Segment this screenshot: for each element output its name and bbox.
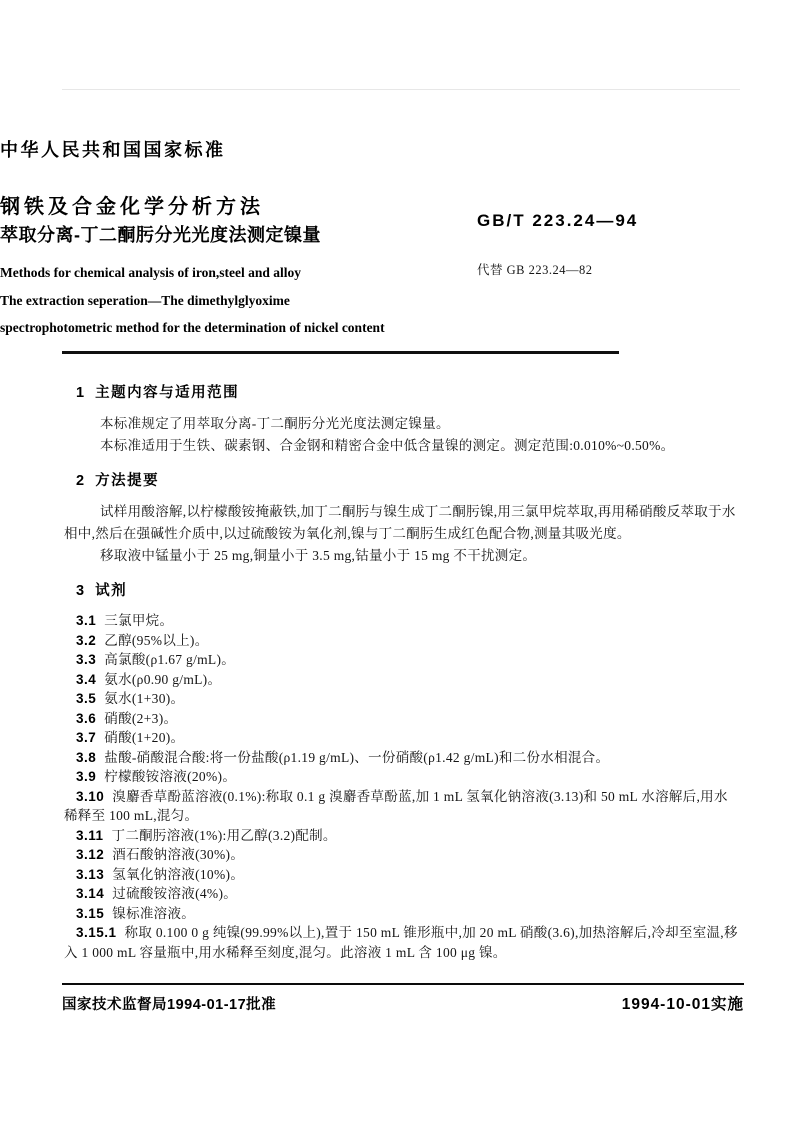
reagent-item-3-15-1 bbox=[64, 923, 740, 962]
section-2-title: 方法提要 bbox=[95, 473, 160, 489]
title-english-line1: Methods for chemical analysis of iron,steel and alloy bbox=[0, 265, 301, 280]
reagent-item-3-7 bbox=[64, 728, 740, 748]
reagent-item-number: 3.15 bbox=[76, 905, 105, 921]
reagent-item-number: 3.2 bbox=[76, 632, 97, 648]
reagent-item-number: 3.1 bbox=[76, 613, 97, 628]
title-english bbox=[0, 259, 562, 342]
title-chinese-line1: 钢铁及合金化学分析方法 bbox=[0, 196, 264, 218]
section-2-heading bbox=[76, 471, 740, 491]
reagent-item-text: 氨水(ρ0.90 g/mL)。 bbox=[104, 671, 222, 687]
reagent-item-text: 过硫酸铵溶液(4%)。 bbox=[112, 886, 238, 901]
title-chinese-line2: 萃取分离-丁二酮肟分光光度法测定镍量 bbox=[0, 225, 321, 245]
reagent-item-text: 硝酸(2+3)。 bbox=[104, 710, 178, 726]
section-2-number: 2 bbox=[76, 473, 85, 489]
reagent-item-3-8 bbox=[64, 748, 740, 768]
reagent-item-3-1 bbox=[64, 611, 740, 631]
reagent-item-number: 3.10 bbox=[76, 788, 105, 804]
reagent-item-3-3 bbox=[64, 650, 740, 670]
reagent-item-3-4 bbox=[64, 670, 740, 690]
section-3-number: 3 bbox=[76, 583, 85, 599]
effective-date-note: 1994-10-01实施 bbox=[621, 996, 744, 1013]
national-standard-label: 中华人民共和国国家标准 bbox=[0, 140, 226, 160]
replaces-note: 代替 GB 223.24—82 bbox=[477, 263, 593, 277]
approval-note: 国家技术监督局1994-01-17批准 bbox=[62, 997, 277, 1013]
reagent-item-text: 酒石酸钠溶液(30%)。 bbox=[112, 847, 245, 862]
reagent-item-text: 称取 0.100 0 g 纯镍(99.99%以上),置于 150 mL 锥形瓶中,加 20 mL 硝酸(3.6),加热溶解后,冷却至室温,移入 1 000 mL 容量瓶中,用水稀释至刻度,混匀。此溶液 1 mL 含 100 μg 镍。 bbox=[64, 925, 738, 960]
title-english-line2: The extraction seperation—The dimethylglyoxime bbox=[0, 292, 290, 308]
reagent-item-3-6 bbox=[64, 709, 740, 729]
reagent-item-number: 3.13 bbox=[76, 866, 105, 882]
section-1-title: 主题内容与适用范围 bbox=[95, 385, 240, 401]
reagent-item-3-14 bbox=[64, 884, 740, 904]
reagent-item-number: 3.6 bbox=[76, 710, 97, 726]
reagent-item-text: 硝酸(1+20)。 bbox=[104, 730, 185, 745]
reagent-item-number: 3.7 bbox=[76, 730, 97, 745]
section-1-number: 1 bbox=[76, 385, 85, 401]
reagent-item-text: 溴麝香草酚蓝溶液(0.1%):称取 0.1 g 溴麝香草酚蓝,加 1 mL 氢氧化钠溶液(3.13)和 50 mL 水溶解后,用水稀释至 100 mL,混匀。 bbox=[64, 788, 728, 823]
reagent-item-number: 3.3 bbox=[76, 652, 97, 667]
reagent-item-3-11 bbox=[64, 826, 740, 846]
section-2-paragraph-1: 试样用酸溶解,以柠檬酸铵掩蔽铁,加丁二酮肟与镍生成丁二酮肟镍,用三氯甲烷萃取,再用稀硝酸反萃取于水相中,然后在强碱性介质中,以过硫酸铵为氧化剂,镍与丁二酮肟生成红色配合物,测量其吸光度。 bbox=[64, 504, 736, 541]
title-english-line3: spectrophotometric method for the determination of nickel content bbox=[0, 320, 385, 335]
reagent-item-3-15 bbox=[64, 904, 740, 924]
section-1-paragraph-1: 本标准规定了用萃取分离-丁二酮肟分光光度法测定镍量。 bbox=[100, 416, 450, 431]
reagent-item-text: 氨水(1+30)。 bbox=[104, 691, 185, 706]
reagent-item-number: 3.15.1 bbox=[76, 925, 117, 940]
reagent-item-3-10 bbox=[64, 787, 740, 826]
reagent-item-text: 丁二酮肟溶液(1%):用乙醇(3.2)配制。 bbox=[111, 827, 337, 843]
reagent-item-text: 高氯酸(ρ1.67 g/mL)。 bbox=[104, 652, 236, 667]
reagent-item-3-2 bbox=[64, 631, 740, 651]
section-1-paragraph-2: 本标准适用于生铁、碳素钢、合金钢和精密合金中低含量镍的测定。测定范围:0.010%~0.50%。 bbox=[100, 438, 675, 453]
header-divider-rule bbox=[62, 351, 619, 354]
section-3-heading bbox=[76, 581, 740, 601]
section-2-paragraph-2: 移取液中锰量小于 25 mg,铜量小于 3.5 mg,钴量小于 15 mg 不干扰测定。 bbox=[100, 548, 537, 563]
reagent-item-number: 3.8 bbox=[76, 749, 97, 765]
reagent-item-text: 柠檬酸铵溶液(20%)。 bbox=[104, 769, 237, 784]
section-3-title: 试剂 bbox=[95, 583, 128, 599]
document-body bbox=[64, 383, 740, 962]
standard-code: GB/T 223.24—94 bbox=[477, 211, 639, 230]
reagent-item-text: 镍标准溶液。 bbox=[112, 905, 196, 921]
reagent-item-3-12 bbox=[64, 845, 740, 865]
reagent-item-number: 3.4 bbox=[76, 671, 97, 687]
reagent-item-number: 3.14 bbox=[76, 886, 105, 901]
reagent-item-number: 3.9 bbox=[76, 769, 97, 784]
reagent-item-number: 3.11 bbox=[76, 827, 104, 843]
reagent-item-text: 氢氧化钠溶液(10%)。 bbox=[112, 866, 245, 882]
page-footer bbox=[62, 983, 744, 1014]
reagent-item-text: 盐酸-硝酸混合酸:将一份盐酸(ρ1.19 g/mL)、一份硝酸(ρ1.42 g/mL)和二份水相混合。 bbox=[104, 749, 610, 765]
reagent-item-3-13 bbox=[64, 865, 740, 885]
reagent-item-number: 3.5 bbox=[76, 691, 97, 706]
top-rule bbox=[62, 89, 740, 90]
section-1-heading bbox=[76, 383, 740, 403]
reagent-item-3-9 bbox=[64, 767, 740, 787]
reagent-item-3-5 bbox=[64, 689, 740, 709]
reagent-item-number: 3.12 bbox=[76, 847, 105, 862]
reagent-item-text: 三氯甲烷。 bbox=[104, 613, 174, 628]
reagent-item-text: 乙醇(95%以上)。 bbox=[104, 632, 209, 648]
